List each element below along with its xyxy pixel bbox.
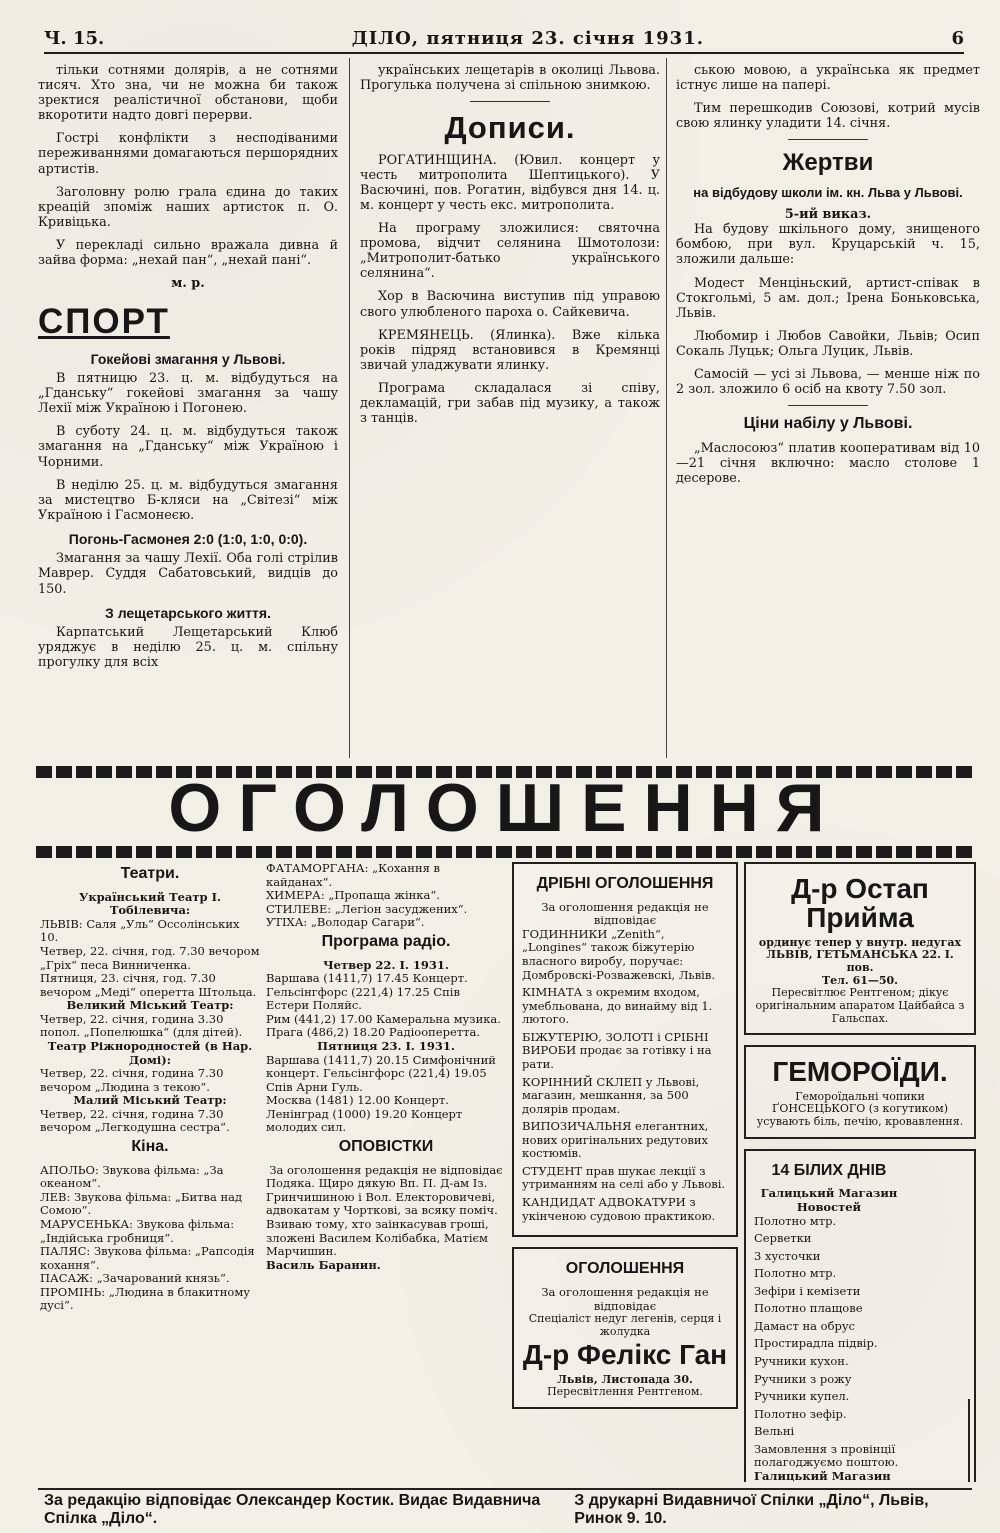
cinema-6: ПРОМІНЬ: „Людина в блакитному дусі“. [40,1284,251,1313]
small-ad-2: КІМНАТА з окремим входом, умебльована, до винайму від 1. лютого. [522,985,713,1027]
victims-title: Жертви [782,149,874,177]
footer-rule [38,1488,972,1490]
theatre-4-show: Четвер, 22. січня, година 7.30 вечором „Легкодушна сестра“. [40,1106,230,1135]
hemorrhoids-title: ГЕМОРОЇДИ. [772,1056,948,1088]
small-ads-box [512,862,738,1237]
page-header [44,24,964,54]
sale-item-4: Полотно мтр. [754,1266,837,1281]
prijma-name: Д-р Остап Прийма [791,873,929,934]
notices-title: ОПОВІСТКИ [338,1137,434,1155]
hemorrhoids-ad-box [744,1045,976,1138]
header-right: 6 [951,27,964,49]
left-intro-1: тільки сотнями долярів, а не сотнями тисяч. Хто зна, чи не можна би також зректися реалістичної обстанови, щоби вкоротити надто довгі перерви. [38,63,338,124]
small-ad-4: КОРІННИЙ СКЛЕП у Львові, магазин, мешкання, за 500 долярів продам. [522,1074,700,1116]
cinema-title: Кіна. [131,1137,169,1155]
column-divider-right [666,58,667,758]
left-signature: м. р. [171,276,205,292]
sale-item-2: Серветки [754,1231,812,1246]
sale-item-9: Ручники кухон. [754,1354,849,1368]
doctor-name: Д-р Фелікс Ган [522,1339,728,1371]
doctor-address: Львів, Листопада 30. [557,1372,693,1386]
sale-item-7: Дамаст на обрус [754,1318,856,1333]
right-top-paragraph-2: Тим перешкодив Союзові, котрий мусів свою ялинку уладити 14. січня. [676,101,980,132]
radio-title: Програма радіо. [321,932,451,950]
small-ads-subtitle: За оголошення редакція не відповідає [541,899,709,928]
climbing-paragraph: Карпатський Лещетарський Клюб уряджує в неділю 25. ц. м. спільну прогулку для всіх [38,625,338,671]
right-column [676,63,980,753]
left-intro-2: Гострі конфлікти з несподіваними переживаннями домагаються першорядних артистів. [38,131,338,177]
climbing-heading: З лещетарського життя. [105,604,271,621]
hockey-paragraph-2: В суботу 24. ц. м. відбудуться також змагання на „Гданську“ між Україною і Чорними. [38,424,338,470]
small-ad-5: ВИПОЗИЧАЛЬНЯ елегантних, нових оригінальних редутових костюмів. [522,1119,709,1161]
right-divider-2 [788,405,868,406]
doctor-specialty: Спеціаліст недуг легенів, серця і жолудка [528,1312,722,1338]
theatre-1-show-2: Пятниця, 23. січня, год. 7.30 вечором „Медi“ оперетта Штольца. [40,971,257,999]
victims-paragraph-1: На будову шкільного дому, знищеного бомбою, при вул. Круцарській ч. 15, зложили дальше: [676,222,980,268]
notice-signature: Василь Баранин. [266,1257,381,1272]
page-footer [44,1492,964,1528]
sport-title: СПОРТ [38,302,170,342]
khimera-ad: ХИМЕРА: „Пропаща жінка“. [266,888,440,903]
sale-note: Замовлення з провінції полагоджуємо поштою. [754,1441,899,1470]
sale-item-5: Зефіри і кемізети [754,1283,861,1298]
ads-band-bottom [36,846,974,858]
radio-day-1: Четвер 22. І. 1931. [323,957,449,972]
children-paragraph: Програма складалася зі співу, декламацій, гри забав під музику, а також з танців. [360,380,660,427]
doctor-note: Пересвітлення Рентгеном. [547,1385,703,1399]
cinema-3: МАРУСЕНЬКА: Звукова фільма: „Індійська гробниця“. [40,1216,235,1245]
radio-text-2: Рим (441,2) 17.00 Камеральна музика. Прага (486,2) 18.20 Радіооперетта. [266,1011,501,1040]
cinema-4: ПАЛЯС: Звукова фільма: „Рапсодія кохання“. [40,1244,255,1272]
small-ads-title: ДРІБНІ ОГОЛОШЕННЯ [536,875,714,892]
utikha-ad: УТІХА: „Володар Сагари“. [266,915,425,930]
prijma-line-2: ЛЬВІВ, ГЕТЬМАНСЬКА 22. І. пов. [766,948,954,975]
radio-ads-column [266,862,506,1482]
prices-paragraph: „Маслосоюз“ платив кооперативам від 10—21 січня включно: масло столове 1 десерове. [676,441,980,487]
sale-items-list [754,1215,904,1439]
prijma-ad-box [744,862,976,1035]
small-ads-subtitle-2: За оголошення редакція не відповідає [541,1284,709,1313]
kremianets-paragraph: КРЕМЯНЕЦЬ. (Ялинка). Вже кілька років підряд встановився в Кремянці звичай уладжувати ялинку. [360,327,660,373]
theatres-title: Театри. [120,865,180,882]
middle-column [360,63,660,753]
radio-text-3: Варшава (1411,7) 20.15 Симфонічний концерт. Гельсінгфорс (221,4) 19.05 Спів Арни Гуль. [266,1052,496,1094]
small-ad-3: БІЖУТЕРІЮ, ЗОЛОТІ і СРІБНІ ВИРОБИ продає за готівку і на рати. [522,1029,712,1071]
cinema-1: АПОЛЬО: Звукова фільма: „За океаном“. [40,1162,224,1191]
small-ads-title-2: ОГОЛОШЕННЯ [565,1260,685,1278]
middle-divider-1 [470,101,550,102]
radio-text-1: Варшава (1411,7) 17.45 Концерт. Гельсінгфорс (221,4) 17.25 Спів Естери Поляйс. [266,971,468,1013]
cinema-2: ЛЕВ: Звукова фільма: „Битва над Сомою“. [40,1189,243,1218]
left-intro-4: У перекладі сильно вражала дивна й зайва форма: „нехай пан“, „нехай пані“. [38,237,338,269]
theatre-3-show: Четвер, 22. січня, година 7.30 вечором „Людина з текою“. [40,1066,224,1094]
sale-item-10: Ручники з рожу [754,1371,852,1386]
hockey-heading: Гокейові змагання у Львові. [90,350,286,367]
sale-item-8: Простирадла підвір. [754,1336,878,1351]
theatre-3-name: Театр Ріжнородностей (в Нар. Домі): [47,1038,253,1067]
theatre-4-name: Малий Міський Театр: [73,1093,227,1108]
rohatyn-paragraph: РОГАТИНЩИНА. (Ювил. концерт у честь митрополита Шептицького). У Васючині, пов. Рогатин, відбувся дня 14. ц. м. концерт у честь екс. митрополита. [360,152,660,214]
dopysy-title: Дописи. [444,110,576,146]
notice-1: Подяка. Щиро дякую Вп. П. Д-ам Із. Гринчишиною і Вол. Електоровичеві, адвокатам у Чорткові, за всяку поміч. [266,1176,498,1218]
sale-item-3: 3 хусточки [754,1248,821,1263]
music-paragraph: Хор в Васючина виступив під управою свого улюбленого пароха о. Сайкевича. [360,289,660,320]
sale-subtitle: Галицький Магазин Новостей [760,1186,898,1214]
prijma-line-4: Пересвітлює Рентгеном; дікує оригінальним апаратом Цайбайса з Гальспах. [755,986,965,1025]
theatre-2-show: Четвер, 22. січня, година 3.30 попол. „Попелюшка“ (для дітей). [40,1011,243,1040]
prices-title: Ціни набілу у Львові. [743,415,913,433]
sale-title: 14 БІЛИХ ДНІВ [771,1161,887,1179]
cinema-5: ПАСАЖ: „Зачарований князь“. [40,1271,230,1286]
victims-paragraph-3: Любомир і Любов Савойки, Львів; Осип Сокаль Луцьк; Ольга Луцик, Львів. [676,328,980,359]
column-divider-left [349,58,350,758]
theatre-1-name: Український Театр І. Тобілевича: [79,889,221,918]
left-intro-3: Заголовну ролю грала єдина до таких креацій зпоміж наших артисток п. О. Кривіцька. [38,184,338,230]
theatre-ads-column [40,862,260,1482]
doctor-ad-box [512,1247,738,1409]
radio-text-4: Москва (1481) 12.00 Концерт. Ленінград (1000) 19.20 Концерт молодих сил. [266,1093,463,1135]
sale-item-12: Полотно зефір. [754,1406,847,1421]
header-left: Ч. 15. [44,27,105,49]
result-heading: Погонь-Гасмонея 2:0 (1:0, 1:0, 0:0). [68,530,308,547]
vertical-slogan [912,1399,970,1482]
small-ads-column [512,862,738,1482]
result-paragraph: Змагання за чашу Лехії. Оба голі стрілив Маврер. Суддя Сабатовський, видців до 150. [38,551,338,597]
radio-day-2: Пятниця 23. І. 1931. [317,1038,455,1053]
theatre-1-address: ЛЬВІВ: Саля „Уль“ Оссолінських 10. [40,916,240,945]
program-paragraph: На програму зложилися: святочна промова, відчит селянина Шмотолози: „Митрополит-батько українського селянина“. [360,221,660,282]
prijma-line-1: ординує тепер у внутр. недугах [758,935,962,949]
hockey-paragraph-1: В пятницю 23. ц. м. відбудуться на „Гданську“ гокейові змагання за чашу Лехії між Україною і Погонею. [38,371,338,417]
small-ad-6: СТУДЕНТ прав шукає лекції з утриманням на селі або у Львові. [522,1163,726,1192]
victims-paragraph-4: Самосій — усі зі Львова, — менше ніж по 2 зол. зложило 6 осіб на квоту 7.50 зол. [676,367,980,398]
small-ads-list [522,928,728,1223]
sale-shop: Галицький Магазин [754,1468,891,1482]
footer-left: За редакцію відповідає Олександер Костик. Видає Видавнича Спілка „Діло“. [44,1492,541,1527]
victims-paragraph-2: Модест Менціньский, артист-співак в Стокгольмі, 5 ам. дол.; Ірена Боньковська, Львів. [676,275,980,321]
small-ad-1: ГОДИННИКИ „Zenith“, „Longines“ також біжутерію власного виробу, поручає: Домбровскі-Розважевскі, Львів. [522,926,715,982]
prijma-line-3: Тел. 61—50. [821,973,899,987]
hockey-paragraph-3: В неділю 25. ц. м. відбудуться змагання за мистецтво Б-кляси на „Світезі“ між Україною і Гасмонеєю. [38,477,338,523]
right-divider-1 [788,139,868,140]
sale-ad-box [744,1149,976,1482]
middle-top-paragraph: українських лещетарів в околиці Львова. Прогулька получена зі спільною знимкою. [360,63,660,94]
sale-item-13: Вельні [754,1424,795,1439]
theatre-1-show-1: Четвер, 22. січня, год. 7.30 вечором „Гріх“ песа Винниченка. [40,944,260,972]
sale-item-1: Полотно мтр. [754,1213,837,1228]
header-center: ДІЛО, пятниця 23. січня 1931. [351,27,704,49]
theatre-2-name: Великий Міський Театр: [66,998,234,1013]
small-ad-7: КАНДИДАТ АДВОКАТУРИ з укінченою судовою практикою. [522,1195,716,1223]
right-ads-column [744,862,976,1482]
footer-right: З друкарні Видавничої Спілки „Діло“, Львів, Ринок 9. 10. [574,1492,929,1527]
styleve-ad: СТИЛЕВЕ: „Легіон засуджених“. [266,901,468,916]
sale-item-11: Ручники купел. [754,1389,850,1404]
notice-2: Взиваю тому, хто заінкасував гроші, зложені Василем Колібабка, Матієм Марчишин. [266,1216,489,1259]
hemorrhoids-text: Гемороїдальні чопики ҐОНСЕЦЬКОГО (з когутиком) усувають біль, печію, кровавлення. [756,1089,964,1128]
notices-subtitle: За оголошення редакція не відповідає [269,1162,503,1177]
fatamorgana-ad: ФАТАМОРГАНА: „Кохання в кайданах“. [266,862,441,889]
ads-title: ОГОЛОШЕННЯ [168,770,842,846]
victims-issue: 5-ий виказ. [784,207,872,223]
victims-subtitle: на відбудову школи ім. кн. Льва у Львові. [693,184,963,200]
sale-item-6: Полотно плащове [754,1301,863,1316]
left-column [38,63,338,753]
right-top-paragraph: ською мовою, а українська як предмет істнує лише на папері. [676,63,980,94]
